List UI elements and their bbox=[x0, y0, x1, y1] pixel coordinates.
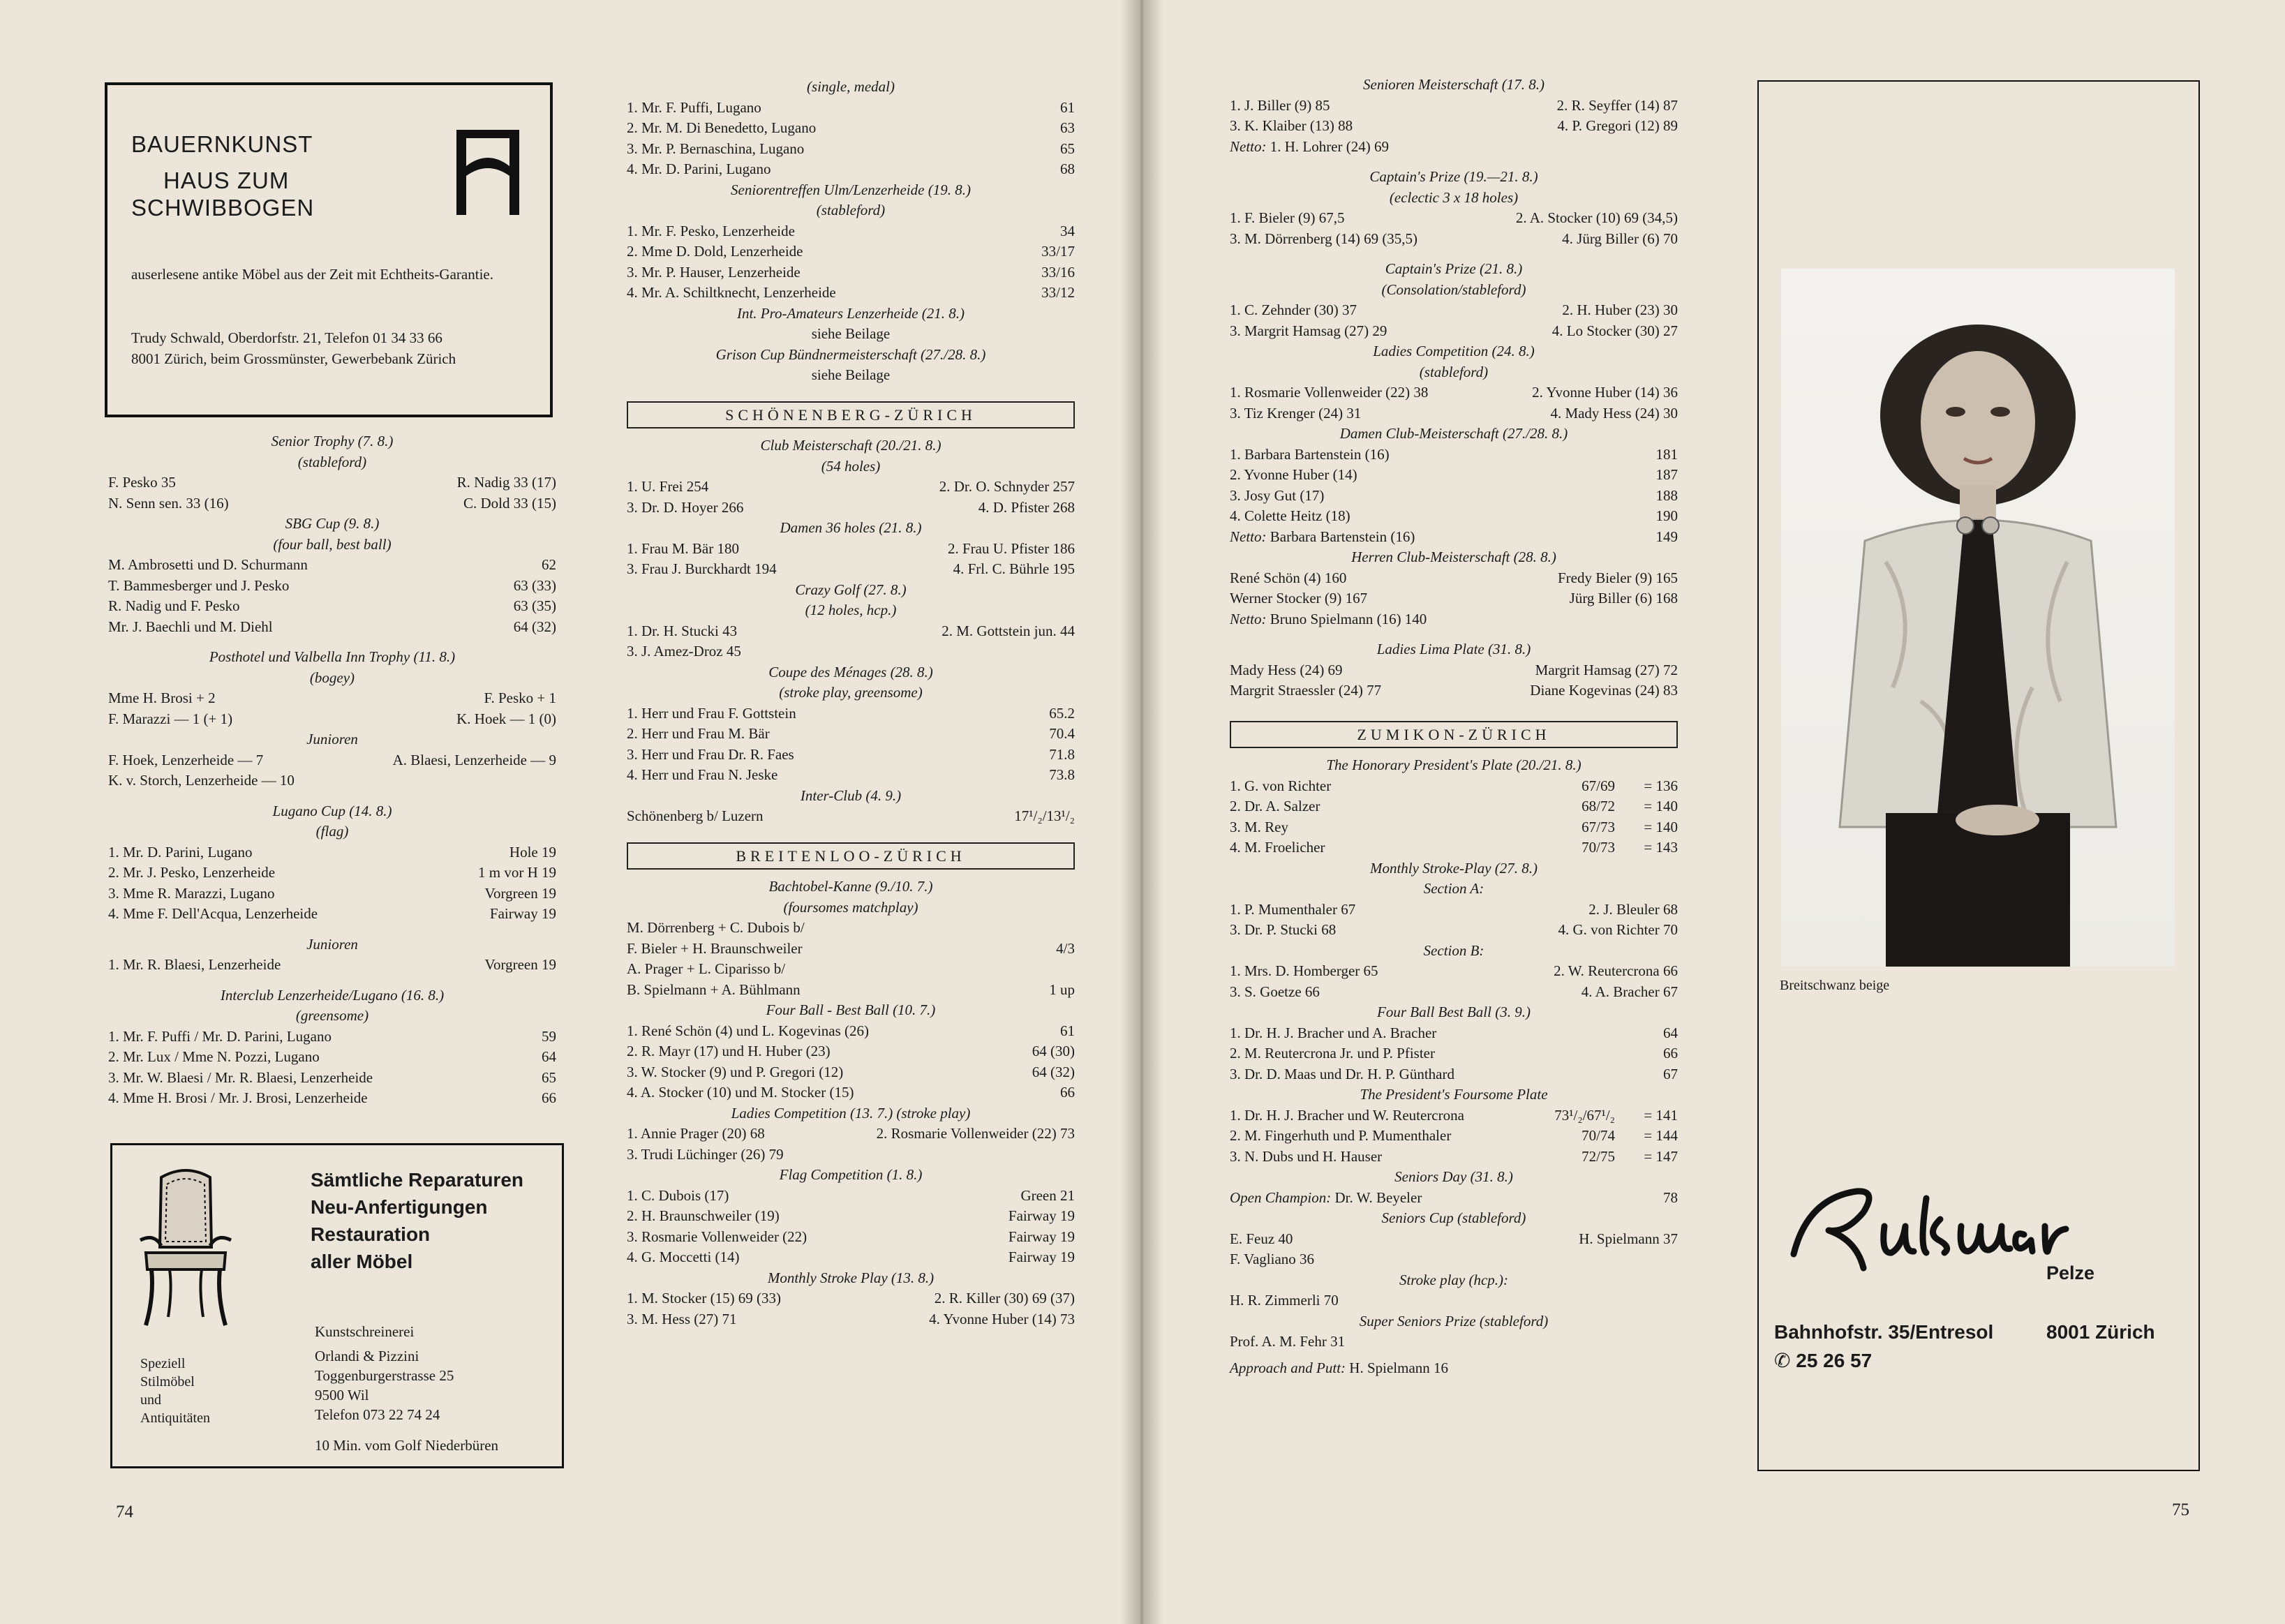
section-subtitle: (flag) bbox=[315, 823, 349, 840]
ad-ruckmar-city: 8001 Zürich bbox=[2046, 1321, 2155, 1343]
result-row: F. Vagliano 36 bbox=[1230, 1251, 1315, 1267]
result-row: 4. Mr. D. Parini, Lugano 68 bbox=[627, 161, 1075, 177]
ad-ruckmar bbox=[1757, 80, 2200, 1471]
fashion-photo bbox=[1781, 269, 2175, 967]
column-2 bbox=[627, 77, 1075, 1329]
ad-bauernkunst-line3: SCHWIBBOGEN bbox=[131, 195, 315, 221]
result-row: 1. M. Stocker (15) 69 (33) 2. R. Killer (30) 69 (37) bbox=[627, 1290, 1075, 1306]
section-title: Damen Club-Meisterschaft (27./28. 8.) bbox=[1339, 425, 1568, 442]
result-row: 4. Mr. A. Schiltknecht, Lenzerheide 33/12 bbox=[627, 284, 1075, 301]
section-title: Senior Trophy (7. 8.) bbox=[271, 433, 394, 449]
section-subtitle: (54 holes) bbox=[821, 457, 881, 475]
result-row: 3. Frau J. Burckhardt 194 4. Frl. C. Bührle 195 bbox=[627, 560, 1075, 577]
result-row: F. Bieler + H. Braunschweiler 4/3 bbox=[627, 939, 1075, 957]
section-title: Herren Club-Meisterschaft (28. 8.) bbox=[1351, 549, 1556, 565]
result-row: 3. Rosmarie Vollenweider (22) Fairway 19 bbox=[627, 1228, 1075, 1245]
result-row: 1. Dr. H. J. Bracher und A. Bracher 64 bbox=[1230, 1024, 1678, 1041]
section-subtitle: (Consolation/stableford) bbox=[1381, 281, 1526, 298]
result-row: 1. Annie Prager (20) 68 2. Rosmarie Vollenweider (22) 73 bbox=[627, 1125, 1075, 1142]
section-title: Ladies Competition (13. 7.) (stroke play) bbox=[731, 1104, 971, 1122]
result-row: N. Senn sen. 33 (16) C. Dold 33 (15) bbox=[108, 494, 556, 512]
section-title: SBG Cup (9. 8.) bbox=[285, 515, 380, 532]
ad-reparaturen-line4: aller Möbel bbox=[311, 1251, 413, 1272]
result-row: Schönenberg b/ Luzern 17¹/₂/13¹/₂ bbox=[627, 807, 1075, 824]
antique-chair-illustration bbox=[133, 1163, 238, 1331]
result-row: 4. M. Froelicher 70/73 = 143 bbox=[1230, 839, 1678, 856]
result-row: 1. J. Biller (9) 85 2. R. Seyffer (14) 87 bbox=[1230, 96, 1678, 114]
result-row: 1. Rosmarie Vollenweider (22) 38 2. Yvonne Huber (14) 36 bbox=[1230, 384, 1678, 401]
result-row: 3. W. Stocker (9) und P. Gregori (12) 64 (32) bbox=[627, 1063, 1075, 1080]
section-subtitle: (stroke play, greensome) bbox=[779, 684, 923, 701]
section-subtitle: (stableford) bbox=[816, 202, 886, 218]
result-row: 4. Herr und Frau N. Jeske 73.8 bbox=[627, 766, 1075, 783]
ad-reparaturen-right: Orlandi & Pizzini Toggenburgerstrasse 25 9500 Wil Telefon 073 22 74 24 bbox=[315, 1348, 454, 1423]
result-row: 4. Colette Heitz (18) 190 bbox=[1230, 507, 1678, 524]
section-title: Super Seniors Prize (stableford) bbox=[1359, 1312, 1549, 1329]
section-title: Captain's Prize (19.—21. 8.) bbox=[1369, 168, 1538, 185]
result-row: F. Hoek, Lenzerheide — 7 A. Blaesi, Lenzerheide — 9 bbox=[108, 751, 556, 768]
section-title: Four Ball - Best Ball (10. 7.) bbox=[766, 1001, 936, 1018]
result-row: 3. Dr. P. Stucki 68 4. G. von Richter 70 bbox=[1230, 921, 1678, 938]
section-subtitle: (four ball, best ball) bbox=[273, 535, 392, 553]
result-row: 2. Dr. A. Salzer 68/72 = 140 bbox=[1230, 798, 1678, 814]
section-subtitle: Junioren bbox=[306, 935, 358, 953]
result-row: 1. Dr. H. J. Bracher und W. Reutercrona 73¹/₂/67¹/₂ = 141 bbox=[1230, 1106, 1678, 1124]
ad-bauernkunst-address1: Trudy Schwald, Oberdorfstr. 21, Telefon 01 34 33 66 bbox=[131, 329, 442, 346]
ad-reparaturen-line1: Sämtliche Reparaturen bbox=[311, 1169, 523, 1191]
result-row: 2. H. Braunschweiler (19) Fairway 19 bbox=[627, 1207, 1075, 1224]
ad-reparaturen-line3: Restauration bbox=[311, 1223, 431, 1245]
result-row: M. Ambrosetti und D. Schurmann 62 bbox=[108, 556, 556, 573]
result-row: 1. F. Bieler (9) 67,5 2. A. Stocker (10) 69 (34,5) bbox=[1230, 209, 1678, 226]
ad-ruckmar-phone: 25 26 57 bbox=[1796, 1350, 1873, 1371]
result-row: Prof. A. M. Fehr 31 bbox=[1230, 1333, 1346, 1350]
result-row: 1. Mr. R. Blaesi, Lenzerheide Vorgreen 19 bbox=[108, 956, 556, 973]
section-title: Inter-Club (4. 9.) bbox=[800, 787, 902, 804]
result-row: 1. Herr und Frau F. Gottstein 65.2 bbox=[627, 704, 1075, 722]
result-row: T. Bammesberger und J. Pesko 63 (33) bbox=[108, 576, 556, 594]
ad-bauernkunst bbox=[105, 82, 553, 417]
result-row: 2. R. Mayr (17) und H. Huber (23) 64 (30) bbox=[627, 1043, 1075, 1059]
result-row: 1. P. Mumenthaler 67 2. J. Bleuler 68 bbox=[1230, 900, 1678, 918]
ad-ruckmar-phone-row bbox=[1774, 1349, 1872, 1372]
result-row: 1. U. Frei 254 2. Dr. O. Schnyder 257 bbox=[627, 478, 1075, 495]
section-subtitle: (stableford) bbox=[297, 453, 367, 470]
result-row: 1. Barbara Bartenstein (16) 181 bbox=[1230, 445, 1678, 463]
section-title: Captain's Prize (21. 8.) bbox=[1385, 260, 1523, 277]
result-row: 3. S. Goetze 66 4. A. Bracher 67 bbox=[1230, 983, 1678, 1000]
section-title: The President's Foursome Plate bbox=[1360, 1086, 1548, 1103]
column-1 bbox=[108, 431, 556, 1109]
section-title: Ladies Competition (24. 8.) bbox=[1373, 343, 1535, 359]
section-subtitle: (eclectic 3 x 18 holes) bbox=[1389, 188, 1519, 206]
result-row: 4. Mme H. Brosi / Mr. J. Brosi, Lenzerheide 66 bbox=[108, 1089, 556, 1106]
result-row: M. Dörrenberg + C. Dubois b/ bbox=[627, 919, 805, 936]
result-row: 3. N. Dubs und H. Hauser 72/75 = 147 bbox=[1230, 1147, 1678, 1165]
ad-bauernkunst-line2: HAUS ZUM bbox=[163, 167, 290, 193]
ad-reparaturen-kunst: Kunstschreinerei bbox=[315, 1323, 415, 1340]
result-row: 1. Mr. F. Puffi / Mr. D. Parini, Lugano 59 bbox=[108, 1027, 556, 1045]
result-row: 4. Mme F. Dell'Acqua, Lenzerheide Fairway 19 bbox=[108, 905, 556, 922]
result-row: H. R. Zimmerli 70 bbox=[1230, 1292, 1339, 1309]
section-title: Seniorentreffen Ulm/Lenzerheide (19. 8.) bbox=[731, 181, 971, 198]
section-title: Club Meisterschaft (20./21. 8.) bbox=[760, 437, 941, 454]
result-row: 3. Mme R. Marazzi, Lugano Vorgreen 19 bbox=[108, 884, 556, 902]
result-row: 3. Mr. P. Bernaschina, Lugano 65 bbox=[627, 140, 1075, 157]
result-row: 2. Mme D. Dold, Lenzerheide 33/17 bbox=[627, 243, 1075, 260]
netto-row: Netto: Bruno Spielmann (16) 140 bbox=[1230, 610, 1427, 627]
page-number-right: 75 bbox=[2172, 1500, 2189, 1519]
result-row: Margrit Straessler (24) 77 Diane Kogevinas (24) 83 bbox=[1230, 682, 1678, 699]
section-title: Int. Pro-Amateurs Lenzerheide (21. 8.) bbox=[736, 304, 965, 322]
section-title: Grison Cup Bündnermeisterschaft (27./28. 8.) bbox=[715, 345, 986, 363]
note: siehe Beilage bbox=[811, 366, 891, 383]
result-row: E. Feuz 40 H. Spielmann 37 bbox=[1230, 1230, 1678, 1247]
result-row: 4. G. Moccetti (14) Fairway 19 bbox=[627, 1249, 1075, 1265]
result-row: 1. Frau M. Bär 180 2. Frau U. Pfister 186 bbox=[627, 539, 1075, 557]
result-row: 4. A. Stocker (10) und M. Stocker (15) 66 bbox=[627, 1084, 1075, 1101]
result-row: 3. Herr und Frau Dr. R. Faes 71.8 bbox=[627, 745, 1075, 763]
result-row: 3. M. Hess (27) 71 4. Yvonne Huber (14) 73 bbox=[627, 1310, 1075, 1327]
result-row: 1. René Schön (4) und L. Kogevinas (26) 61 bbox=[627, 1022, 1075, 1039]
result-row: 1. Mr. F. Pesko, Lenzerheide 34 bbox=[627, 222, 1075, 239]
section-title: Posthotel und Valbella Inn Trophy (11. 8.) bbox=[209, 648, 456, 665]
section-title: Crazy Golf (27. 8.) bbox=[795, 581, 907, 598]
ad-ruckmar-address: Bahnhofstr. 35/Entresol bbox=[1774, 1321, 1994, 1343]
result-row: 2. Mr. M. Di Benedetto, Lugano 63 bbox=[627, 119, 1075, 136]
phone-icon: ✆ bbox=[1774, 1350, 1791, 1371]
section-subtitle: (stableford) bbox=[1419, 363, 1489, 380]
result-row: F. Marazzi — 1 (+ 1) K. Hoek — 1 (0) bbox=[108, 710, 556, 727]
result-row: René Schön (4) 160 Fredy Bieler (9) 165 bbox=[1230, 569, 1678, 586]
result-row: 3. M. Dörrenberg (14) 69 (35,5) 4. Jürg Biller (6) 70 bbox=[1230, 230, 1678, 247]
section-title: Ladies Lima Plate (31. 8.) bbox=[1376, 641, 1531, 657]
club-header-schoenenberg: SCHÖNENBERG-ZÜRICH bbox=[627, 401, 1075, 429]
ad-reparaturen-line2: Neu-Anfertigungen bbox=[311, 1196, 488, 1218]
ruckmar-signature-logo bbox=[1780, 1170, 2073, 1282]
bauernkunst-logo bbox=[456, 130, 519, 215]
result-row: 1. C. Zehnder (30) 37 2. H. Huber (23) 30 bbox=[1230, 301, 1678, 318]
section-title: Monthly Stroke-Play (27. 8.) bbox=[1369, 859, 1538, 877]
section-title: Lugano Cup (14. 8.) bbox=[272, 802, 392, 819]
section-subtitle: (bogey) bbox=[309, 669, 355, 686]
section-subtitle: Junioren bbox=[306, 731, 358, 747]
result-row: 1. Mr. D. Parini, Lugano Hole 19 bbox=[108, 843, 556, 861]
result-row: 3. K. Klaiber (13) 88 4. P. Gregori (12) 89 bbox=[1230, 117, 1678, 134]
result-row: A. Prager + L. Ciparisso b/ bbox=[627, 960, 786, 977]
result-row: 2. Herr und Frau M. Bär 70.4 bbox=[627, 725, 1075, 742]
result-row: K. v. Storch, Lenzerheide — 10 bbox=[108, 772, 295, 789]
result-row: 3. Dr. D. Maas und Dr. H. P. Günthard 67 bbox=[1230, 1065, 1678, 1082]
section-subtitle: Section B: bbox=[1423, 941, 1484, 959]
section-subtitle: (single, medal) bbox=[807, 78, 895, 95]
ad-reparaturen-footer: 10 Min. vom Golf Niederbüren bbox=[315, 1437, 499, 1454]
approach-row: Approach and Putt: H. Spielmann 16 bbox=[1230, 1359, 1449, 1376]
result-row: 3. Dr. D. Hoyer 266 4. D. Pfister 268 bbox=[627, 498, 1075, 516]
netto-row: Netto: 1. H. Lohrer (24) 69 bbox=[1230, 137, 1390, 155]
section-title: Monthly Stroke Play (13. 8.) bbox=[767, 1269, 935, 1286]
ad-reparaturen-left: Speziell Stilmöbel und Antiquitäten bbox=[140, 1356, 210, 1426]
section-title: The Honorary President's Plate (20./21. 8.) bbox=[1326, 757, 1581, 773]
section-title: Flag Competition (1. 8.) bbox=[779, 1166, 923, 1183]
result-row: Mr. J. Baechli und M. Diehl 64 (32) bbox=[108, 618, 556, 635]
result-row: 3. Tiz Krenger (24) 31 4. Mady Hess (24) 30 bbox=[1230, 404, 1678, 422]
photo-caption: Breitschwanz beige bbox=[1780, 978, 1890, 993]
result-row: 1. G. von Richter 67/69 = 136 bbox=[1230, 777, 1678, 794]
section-subtitle: Section A: bbox=[1423, 880, 1484, 897]
section-title: Bachtobel-Kanne (9./10. 7.) bbox=[768, 878, 933, 895]
result-row: Open Champion: Dr. W. Beyeler 78 bbox=[1230, 1189, 1678, 1206]
section-subtitle: (foursomes matchplay) bbox=[783, 898, 918, 916]
result-row: 3. Mr. P. Hauser, Lenzerheide 33/16 bbox=[627, 263, 1075, 281]
club-header-breitenloo: BREITENLOO-ZÜRICH bbox=[627, 842, 1075, 870]
section-title: Seniors Day (31. 8.) bbox=[1394, 1168, 1513, 1185]
section-title: Stroke play (hcp.): bbox=[1399, 1271, 1509, 1288]
result-row: 3. Josy Gut (17) 188 bbox=[1230, 486, 1678, 504]
model-figure-illustration bbox=[1781, 269, 2175, 967]
result-row: 3. J. Amez-Droz 45 bbox=[627, 643, 741, 660]
result-row: 2. Mr. Lux / Mme N. Pozzi, Lugano 64 bbox=[108, 1048, 556, 1065]
result-row: 1. Mrs. D. Homberger 65 2. W. Reutercrona 66 bbox=[1230, 962, 1678, 979]
section-title: Seniors Cup (stableford) bbox=[1381, 1209, 1526, 1226]
ad-bauernkunst-line1: BAUERNKUNST bbox=[131, 131, 313, 157]
ad-reparaturen bbox=[110, 1143, 564, 1468]
result-row: B. Spielmann + A. Bühlmann 1 up bbox=[627, 981, 1075, 998]
result-row: 1. Mr. F. Puffi, Lugano 61 bbox=[627, 98, 1075, 116]
note: siehe Beilage bbox=[811, 325, 891, 342]
result-row: 2. Yvonne Huber (14) 187 bbox=[1230, 466, 1678, 483]
section-title: Four Ball Best Ball (3. 9.) bbox=[1377, 1004, 1531, 1020]
result-row: Mme H. Brosi + 2 F. Pesko + 1 bbox=[108, 690, 556, 706]
section-title: Senioren Meisterschaft (17. 8.) bbox=[1363, 76, 1545, 93]
ad-bauernkunst-address2: 8001 Zürich, beim Grossmünster, Gewerbebank Zürich bbox=[131, 350, 456, 367]
result-row: Werner Stocker (9) 167 Jürg Biller (6) 168 bbox=[1230, 590, 1678, 606]
section-title: Damen 36 holes (21. 8.) bbox=[780, 519, 922, 536]
result-row: 2. M. Reutercrona Jr. und P. Pfister 66 bbox=[1230, 1045, 1678, 1061]
result-row: 2. Mr. J. Pesko, Lenzerheide 1 m vor H 19 bbox=[108, 864, 556, 881]
result-row: R. Nadig und F. Pesko 63 (35) bbox=[108, 597, 556, 614]
result-row: 1. Dr. H. Stucki 43 2. M. Gottstein jun. 44 bbox=[627, 622, 1075, 639]
ad-ruckmar-pelze: Pelze bbox=[2046, 1262, 2095, 1283]
ad-bauernkunst-desc: auserlesene antike Möbel aus der Zeit mit Echtheits-Garantie. bbox=[131, 266, 493, 283]
result-row: 3. Mr. W. Blaesi / Mr. R. Blaesi, Lenzerheide 65 bbox=[108, 1068, 556, 1086]
result-row: 3. Trudi Lüchinger (26) 79 bbox=[627, 1145, 784, 1163]
result-row: 3. Margrit Hamsag (27) 29 4. Lo Stocker (30) 27 bbox=[1230, 322, 1678, 339]
section-subtitle: (12 holes, hcp.) bbox=[805, 602, 897, 618]
result-row: 3. M. Rey 67/73 = 140 bbox=[1230, 818, 1678, 835]
page-number-left: 74 bbox=[116, 1503, 133, 1521]
club-header-zumikon: ZUMIKON-ZÜRICH bbox=[1230, 721, 1678, 749]
section-title: Interclub Lenzerheide/Lugano (16. 8.) bbox=[220, 986, 445, 1004]
result-row: 2. M. Fingerhuth und P. Mumenthaler 70/74 = 144 bbox=[1230, 1127, 1678, 1144]
column-3 bbox=[1230, 75, 1678, 1378]
netto-row: Netto: Barbara Bartenstein (16) 149 bbox=[1230, 528, 1678, 545]
book-gutter bbox=[1121, 0, 1163, 1624]
result-row: 1. C. Dubois (17) Green 21 bbox=[627, 1186, 1075, 1204]
result-row: F. Pesko 35 R. Nadig 33 (17) bbox=[108, 474, 556, 491]
section-subtitle: (greensome) bbox=[295, 1007, 369, 1024]
section-title: Coupe des Ménages (28. 8.) bbox=[768, 663, 933, 680]
result-row: Mady Hess (24) 69 Margrit Hamsag (27) 72 bbox=[1230, 661, 1678, 678]
